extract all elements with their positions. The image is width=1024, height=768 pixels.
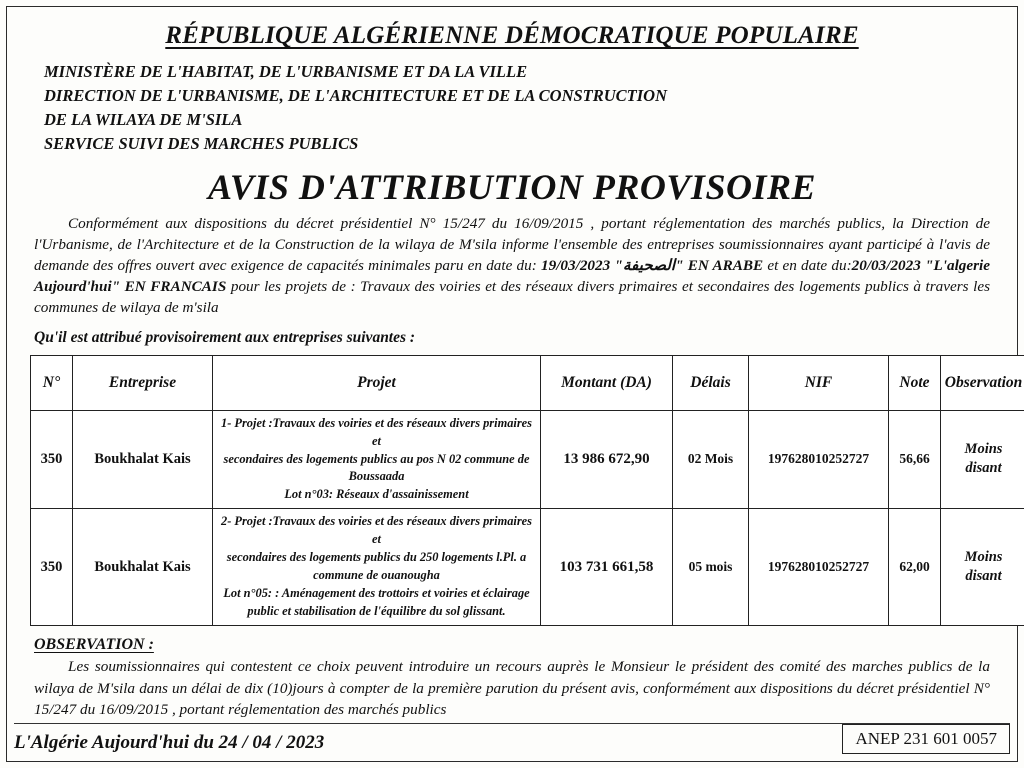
intro-text-part3: pour les projets de : Travaux des voiries et des réseaux divers primaires et secondaires des logements publics à travers les communes de wilaya de m'sila [34,277,990,316]
cell-no: 350 [31,410,73,509]
cell-observation: Moins disant [941,509,1024,626]
cell-delais: 02 Mois [673,410,749,509]
col-header-nif: NIF [749,355,889,410]
publication-info: L'Algérie Aujourd'hui du 24 / 04 / 2023 [14,732,325,753]
attribution-table [30,355,1024,627]
intro-date-french: 20/03/2023 [851,256,921,274]
projet-line: 2- Projet :Travaux des voiries et des réseaux divers primaires et [221,514,532,547]
table-row [31,509,1024,626]
cell-montant: 13 986 672,90 [541,410,673,509]
col-header-note: Note [889,355,941,410]
intro-text-part1: Conformément aux dispositions du décret présidentiel N° 15/247 du 16/09/2015 , portant réglementation des marchés publics, la Direction de l'Urbanisme, de l'Architecture et de la Construction de la wilaya de M'sila informe l'ensemble des entreprises soumissionnaires ayant participé à l'avis de demande des offres ouvert avec exigence de capacités minimales paru en date du: [34,214,990,274]
cell-note: 56,66 [889,410,941,509]
cell-projet [213,509,541,626]
intro-journal-french: "L'algerie Aujourd'hui" EN FRANCAIS [34,256,990,295]
col-header-entreprise: Entreprise [73,355,213,410]
col-header-delais: Délais [673,355,749,410]
attribution-line: Qu'il est attribué provisoirement aux entreprises suivantes : [34,328,416,346]
observation-text: Les soumissionnaires qui contestent ce choix peuvent introduire un recours auprès le Monsieur le président des comité des marches publics de la wilaya de M'sila dans un délai de dix (10)jours à compter de la première parution du présent avis, conformément aux dispositions du décret présidentiel N° 15/247 du 16/09/2015 , portant réglementation des marchés publics [34,658,990,718]
ministry-line-4: SERVICE SUIVI DES MARCHES PUBLICS [44,133,359,153]
table-header-row [31,355,1024,410]
cell-delais: 05 mois [673,509,749,626]
table-row [31,410,1024,509]
projet-line: secondaires des logements publics du 250 logements l.Pl. a [226,550,527,565]
observation-body [34,656,990,720]
projet-line: public et stabilisation de l'équilibre du sol glissant. [247,604,506,619]
ministry-block [44,60,994,156]
ministry-line-3: DE LA WILAYA DE M'SILA [44,109,243,129]
col-header-observation: Observation [941,355,1024,410]
col-header-projet: Projet [213,355,541,410]
notice-title: AVIS D'ATTRIBUTION PROVISOIRE [208,166,816,207]
intro-paragraph [34,214,990,319]
cell-entreprise: Boukhalat Kais [73,509,213,626]
intro-text-part2: et en date du: [767,256,852,274]
projet-line: 1- Projet :Travaux des voiries et des réseaux divers primaires et [221,415,532,448]
footer [14,724,1010,754]
projet-line: commune de ouanougha [313,568,440,583]
projet-line: Lot n°05: : Aménagement des trottoirs et voiries et éclairage [223,586,530,601]
projet-line: Lot n°03: Réseaux d'assainissement [284,487,469,502]
cell-nif: 197628010252727 [749,509,889,626]
page-title-republic: RÉPUBLIQUE ALGÉRIENNE DÉMOCRATIQUE POPULAIRE [165,22,859,49]
cell-montant: 103 731 661,58 [541,509,673,626]
projet-line: secondaires des logements publics au pos N 02 commune de [223,451,530,466]
observation-title: OBSERVATION : [34,636,154,654]
cell-projet [213,410,541,509]
intro-date-arabic: 19/03/2023 [541,256,611,274]
ministry-line-1: MINISTÈRE DE L'HABITAT, DE L'URBANISME ET DA LA VILLE [44,62,528,81]
cell-observation: Moins disant [941,410,1024,509]
cell-entreprise: Boukhalat Kais [73,410,213,509]
anep-reference: ANEP 231 601 0057 [842,724,1010,754]
intro-journal-arabic: "الصحيفة" [614,256,684,274]
col-header-montant: Montant (DA) [541,355,673,410]
ministry-line-2: DIRECTION DE L'URBANISME, DE L'ARCHITECTURE ET DE LA CONSTRUCTION [44,85,667,105]
projet-line: Boussaada [348,469,405,484]
col-header-no: N° [31,355,73,410]
cell-nif: 197628010252727 [749,410,889,509]
cell-no: 350 [31,509,73,626]
intro-lang-arabic: EN ARABE [683,256,768,274]
cell-note: 62,00 [889,509,941,626]
